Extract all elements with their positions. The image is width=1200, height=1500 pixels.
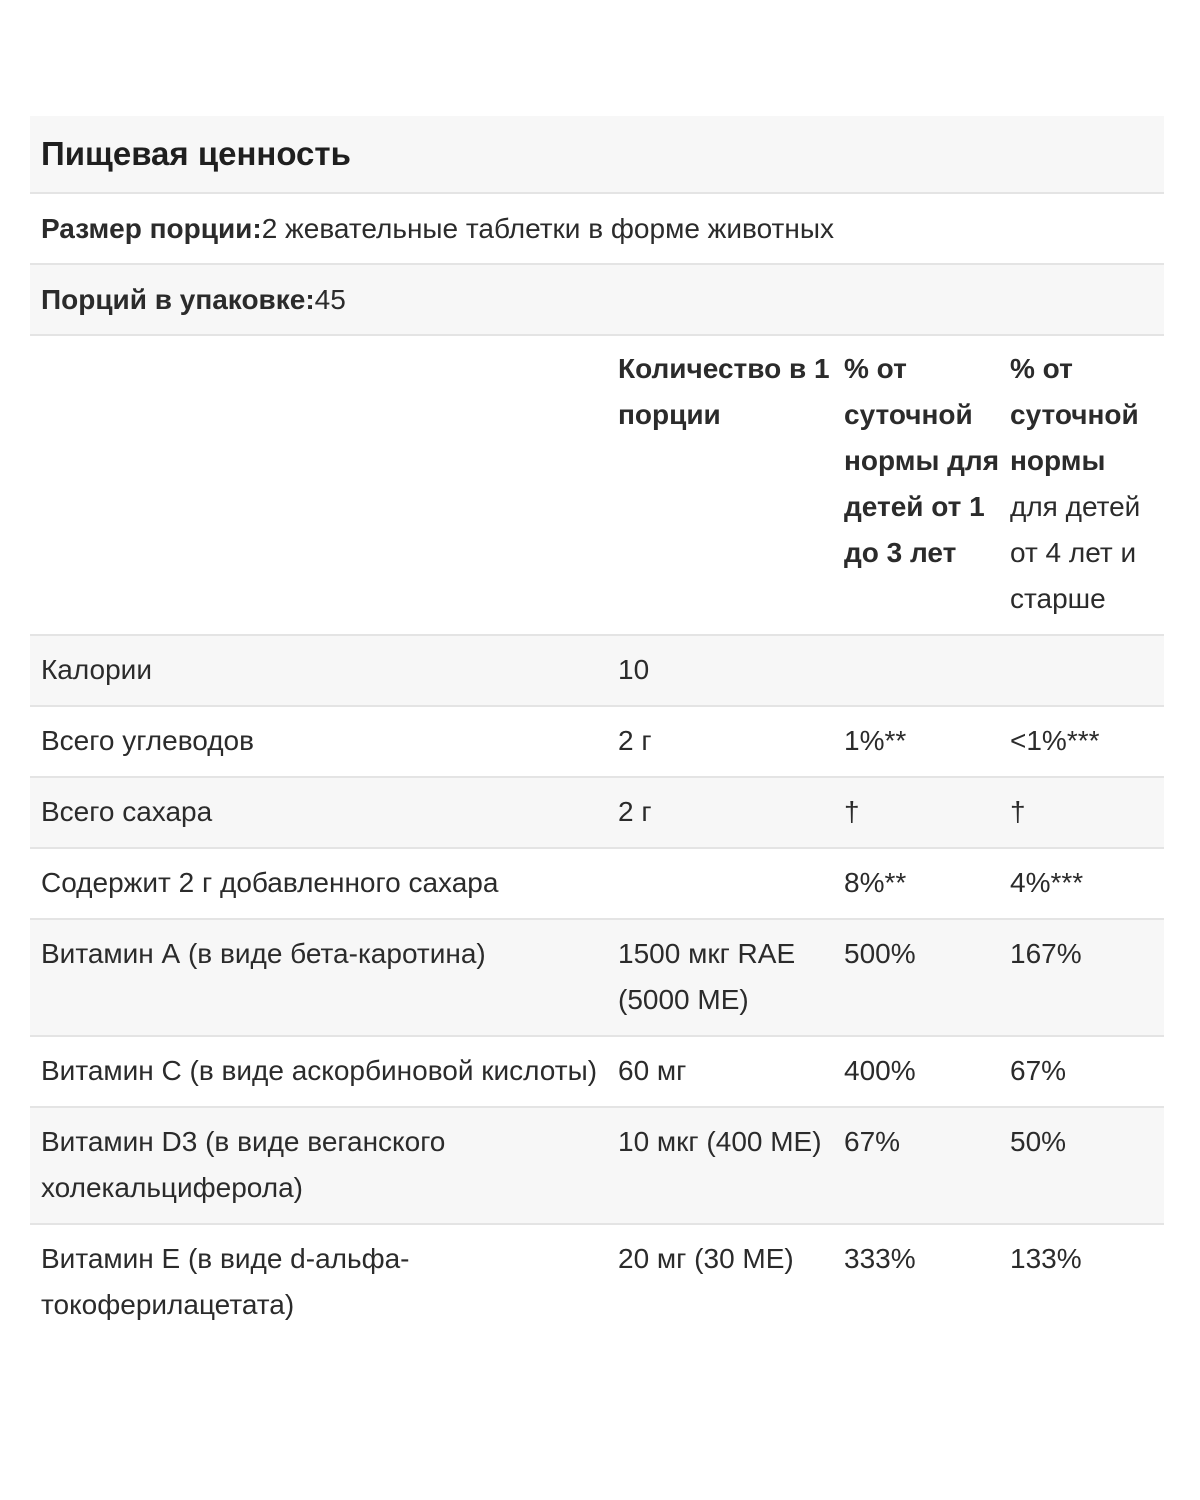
nutrient-dv-4-plus: <1%***: [1010, 725, 1100, 756]
nutrient-dv-1-3: 8%**: [844, 867, 907, 898]
header-amount: Количество в 1 порции: [618, 353, 830, 430]
servings-per-container-row: [30, 265, 1164, 336]
nutrient-dv-1-3: 1%**: [844, 725, 907, 756]
nutrient-name: Всего углеводов: [41, 725, 255, 756]
nutrient-dv-1-3: 67%: [844, 1126, 901, 1157]
nutrient-dv-1-3: [844, 636, 1010, 705]
nutrient-dv-1-3: 400%: [844, 1055, 916, 1086]
table-row: [30, 920, 1164, 1037]
nutrient-dv-4-plus: 50%: [1010, 1126, 1067, 1157]
nutrient-name: Витамин А (в виде бета-каротина): [41, 938, 486, 969]
nutrient-amount: 1500 мкг RAE (5000 МЕ): [618, 938, 796, 1015]
nutrient-amount: 2 г: [618, 796, 652, 827]
servings-per-container-value: 45: [314, 283, 346, 315]
nutrient-amount: 2 г: [618, 725, 652, 756]
serving-size-value: 2 жевательные таблетки в форме животных: [261, 212, 834, 244]
serving-size-label: Размер порции:: [41, 212, 262, 244]
nutrient-amount: 10: [618, 654, 650, 685]
table-row: [30, 707, 1164, 778]
header-name-cell: [30, 336, 618, 634]
header-dv-kids-4-plus-bold: % от суточной нормы: [1010, 353, 1139, 476]
nutrient-amount: 60 мг: [618, 1055, 687, 1086]
nutrient-name: Содержит 2 г добавленного сахара: [41, 867, 499, 898]
serving-size-row: [30, 194, 1164, 265]
nutrient-dv-4-plus: 67%: [1010, 1055, 1067, 1086]
table-row: [30, 778, 1164, 849]
column-header-row: [30, 336, 1164, 636]
nutrient-amount: 10 мкг (400 МЕ): [618, 1126, 822, 1157]
nutrient-dv-4-plus: †: [1010, 796, 1026, 827]
header-dv-kids-1-3: % от суточной нормы для детей от 1 до 3 лет: [844, 353, 1000, 568]
nutrient-dv-1-3: †: [844, 796, 860, 827]
nutrition-table: [30, 116, 1164, 1340]
servings-per-container-label: Порций в упаковке:: [41, 283, 315, 315]
nutrient-name: Калории: [41, 654, 152, 685]
nutrient-name: Витамин D3 (в виде веганского холекальциферола): [41, 1126, 446, 1203]
nutrient-dv-4-plus: 4%***: [1010, 867, 1084, 898]
nutrient-dv-1-3: 333%: [844, 1243, 916, 1274]
nutrient-name: Витамин E (в виде d-альфа-токоферилацетата): [41, 1243, 410, 1320]
nutrient-amount: 20 мг (30 МЕ): [618, 1243, 794, 1274]
table-row: [30, 849, 1164, 920]
nutrient-dv-4-plus: [1010, 636, 1164, 705]
table-row: [30, 1225, 1164, 1340]
header-dv-kids-4-plus-plain: для детей от 4 лет и старше: [1010, 491, 1141, 614]
nutrient-name: Витамин С (в виде аскорбиновой кислоты): [41, 1055, 598, 1086]
nutrient-dv-1-3: 500%: [844, 938, 916, 969]
header-dv-kids-4-plus: [1010, 336, 1164, 634]
nutrient-name: Всего сахара: [41, 796, 213, 827]
table-row: [30, 1108, 1164, 1225]
nutrition-title: Пищевая ценность: [30, 116, 1164, 194]
nutrient-dv-4-plus: 167%: [1010, 938, 1082, 969]
nutrient-amount: [618, 849, 844, 918]
table-row: [30, 1037, 1164, 1108]
table-row: [30, 636, 1164, 707]
nutrient-dv-4-plus: 133%: [1010, 1243, 1082, 1274]
